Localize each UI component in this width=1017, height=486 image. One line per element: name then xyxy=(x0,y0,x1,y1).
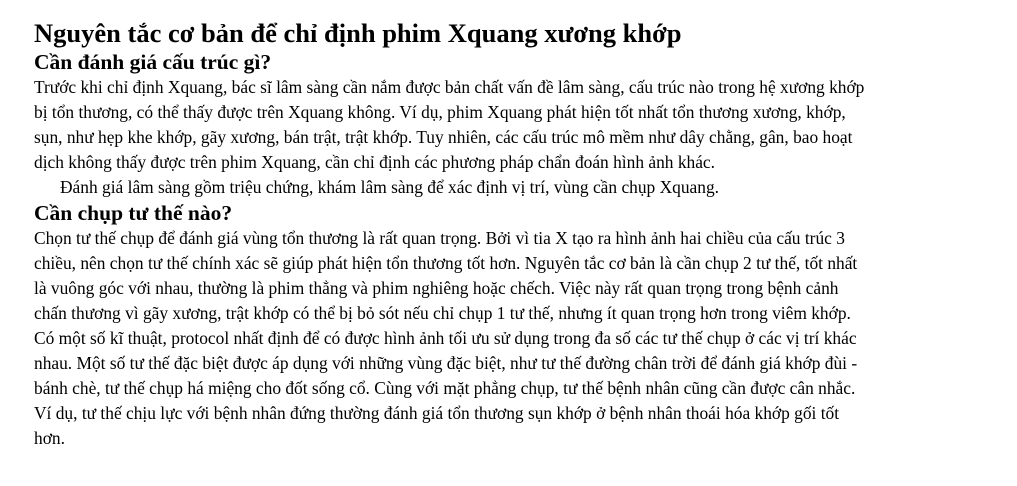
text-line: Có một số kĩ thuật, protocol nhất định để có được hình ảnh tối ưu sử dụng trong đa số các tư thế chụp ở các vị trí khác xyxy=(34,328,857,348)
paragraph-structure-intro xyxy=(34,75,1002,175)
page-title: Nguyên tắc cơ bản để chỉ định phim Xquang xương khớp xyxy=(34,18,682,48)
paragraph-positioning xyxy=(34,226,1002,451)
text-line: chấn thương vì gãy xương, trật khớp có thể bị bỏ sót nếu chỉ chụp 1 tư thế, nhưng ít quan trọng hơn trong viêm khớp. xyxy=(34,303,851,323)
section-heading-positioning: Cần chụp tư thế nào? xyxy=(34,201,233,225)
text-line: dịch không thấy được trên phim Xquang, cần chỉ định các phương pháp chẩn đoán hình ảnh khác. xyxy=(34,152,715,172)
text-line: Ví dụ, tư thế chịu lực với bệnh nhân đứng thường đánh giá tổn thương sụn khớp ở bệnh nhân thoái hóa khớp gối tốt xyxy=(34,403,840,423)
paragraph-clinical-assessment xyxy=(34,175,1002,200)
section-structure xyxy=(34,49,1002,200)
text-line: bị tổn thương, có thể thấy được trên Xquang không. Ví dụ, phim Xquang phát hiện tốt nhất tổn thương xương, khớp, xyxy=(34,102,846,122)
text-line: bánh chè, tư thế chụp há miệng cho đốt sống cổ. Cùng với mặt phẳng chụp, tư thế bệnh nhân cũng cần được cân nhắc. xyxy=(34,378,856,398)
document-page xyxy=(34,0,1002,451)
section-positioning xyxy=(34,200,1002,451)
text-line: nhau. Một số tư thế đặc biệt được áp dụng với những vùng đặc biệt, như tư thế đường chân trời để đánh giá khớp đùi - xyxy=(34,353,858,373)
text-line: sụn, như hẹp khe khớp, gãy xương, bán trật, trật khớp. Tuy nhiên, các cấu trúc mô mềm như dây chằng, gân, bao hoạt xyxy=(34,127,853,147)
text-line: Trước khi chỉ định Xquang, bác sĩ lâm sàng cần nắm được bản chất vấn đề lâm sàng, cấu trúc nào trong hệ xương khớp xyxy=(34,77,865,97)
text-line: Chọn tư thế chụp để đánh giá vùng tổn thương là rất quan trọng. Bởi vì tia X tạo ra hình ảnh hai chiều của cấu trúc 3 xyxy=(34,228,845,248)
text-line: Đánh giá lâm sàng gồm triệu chứng, khám lâm sàng để xác định vị trí, vùng cần chụp Xquang. xyxy=(60,177,720,197)
section-heading-structure: Cần đánh giá cấu trúc gì? xyxy=(34,50,272,74)
text-line: hơn. xyxy=(34,428,65,448)
text-line: chiều, nên chọn tư thế chính xác sẽ giúp phát hiện tổn thương tốt hơn. Nguyên tắc cơ bản là cần chụp 2 tư thế, tốt nhất xyxy=(34,253,858,273)
text-line: là vuông góc với nhau, thường là phim thẳng và phim nghiêng hoặc chếch. Việc này rất quan trọng trong bệnh cảnh xyxy=(34,278,839,298)
